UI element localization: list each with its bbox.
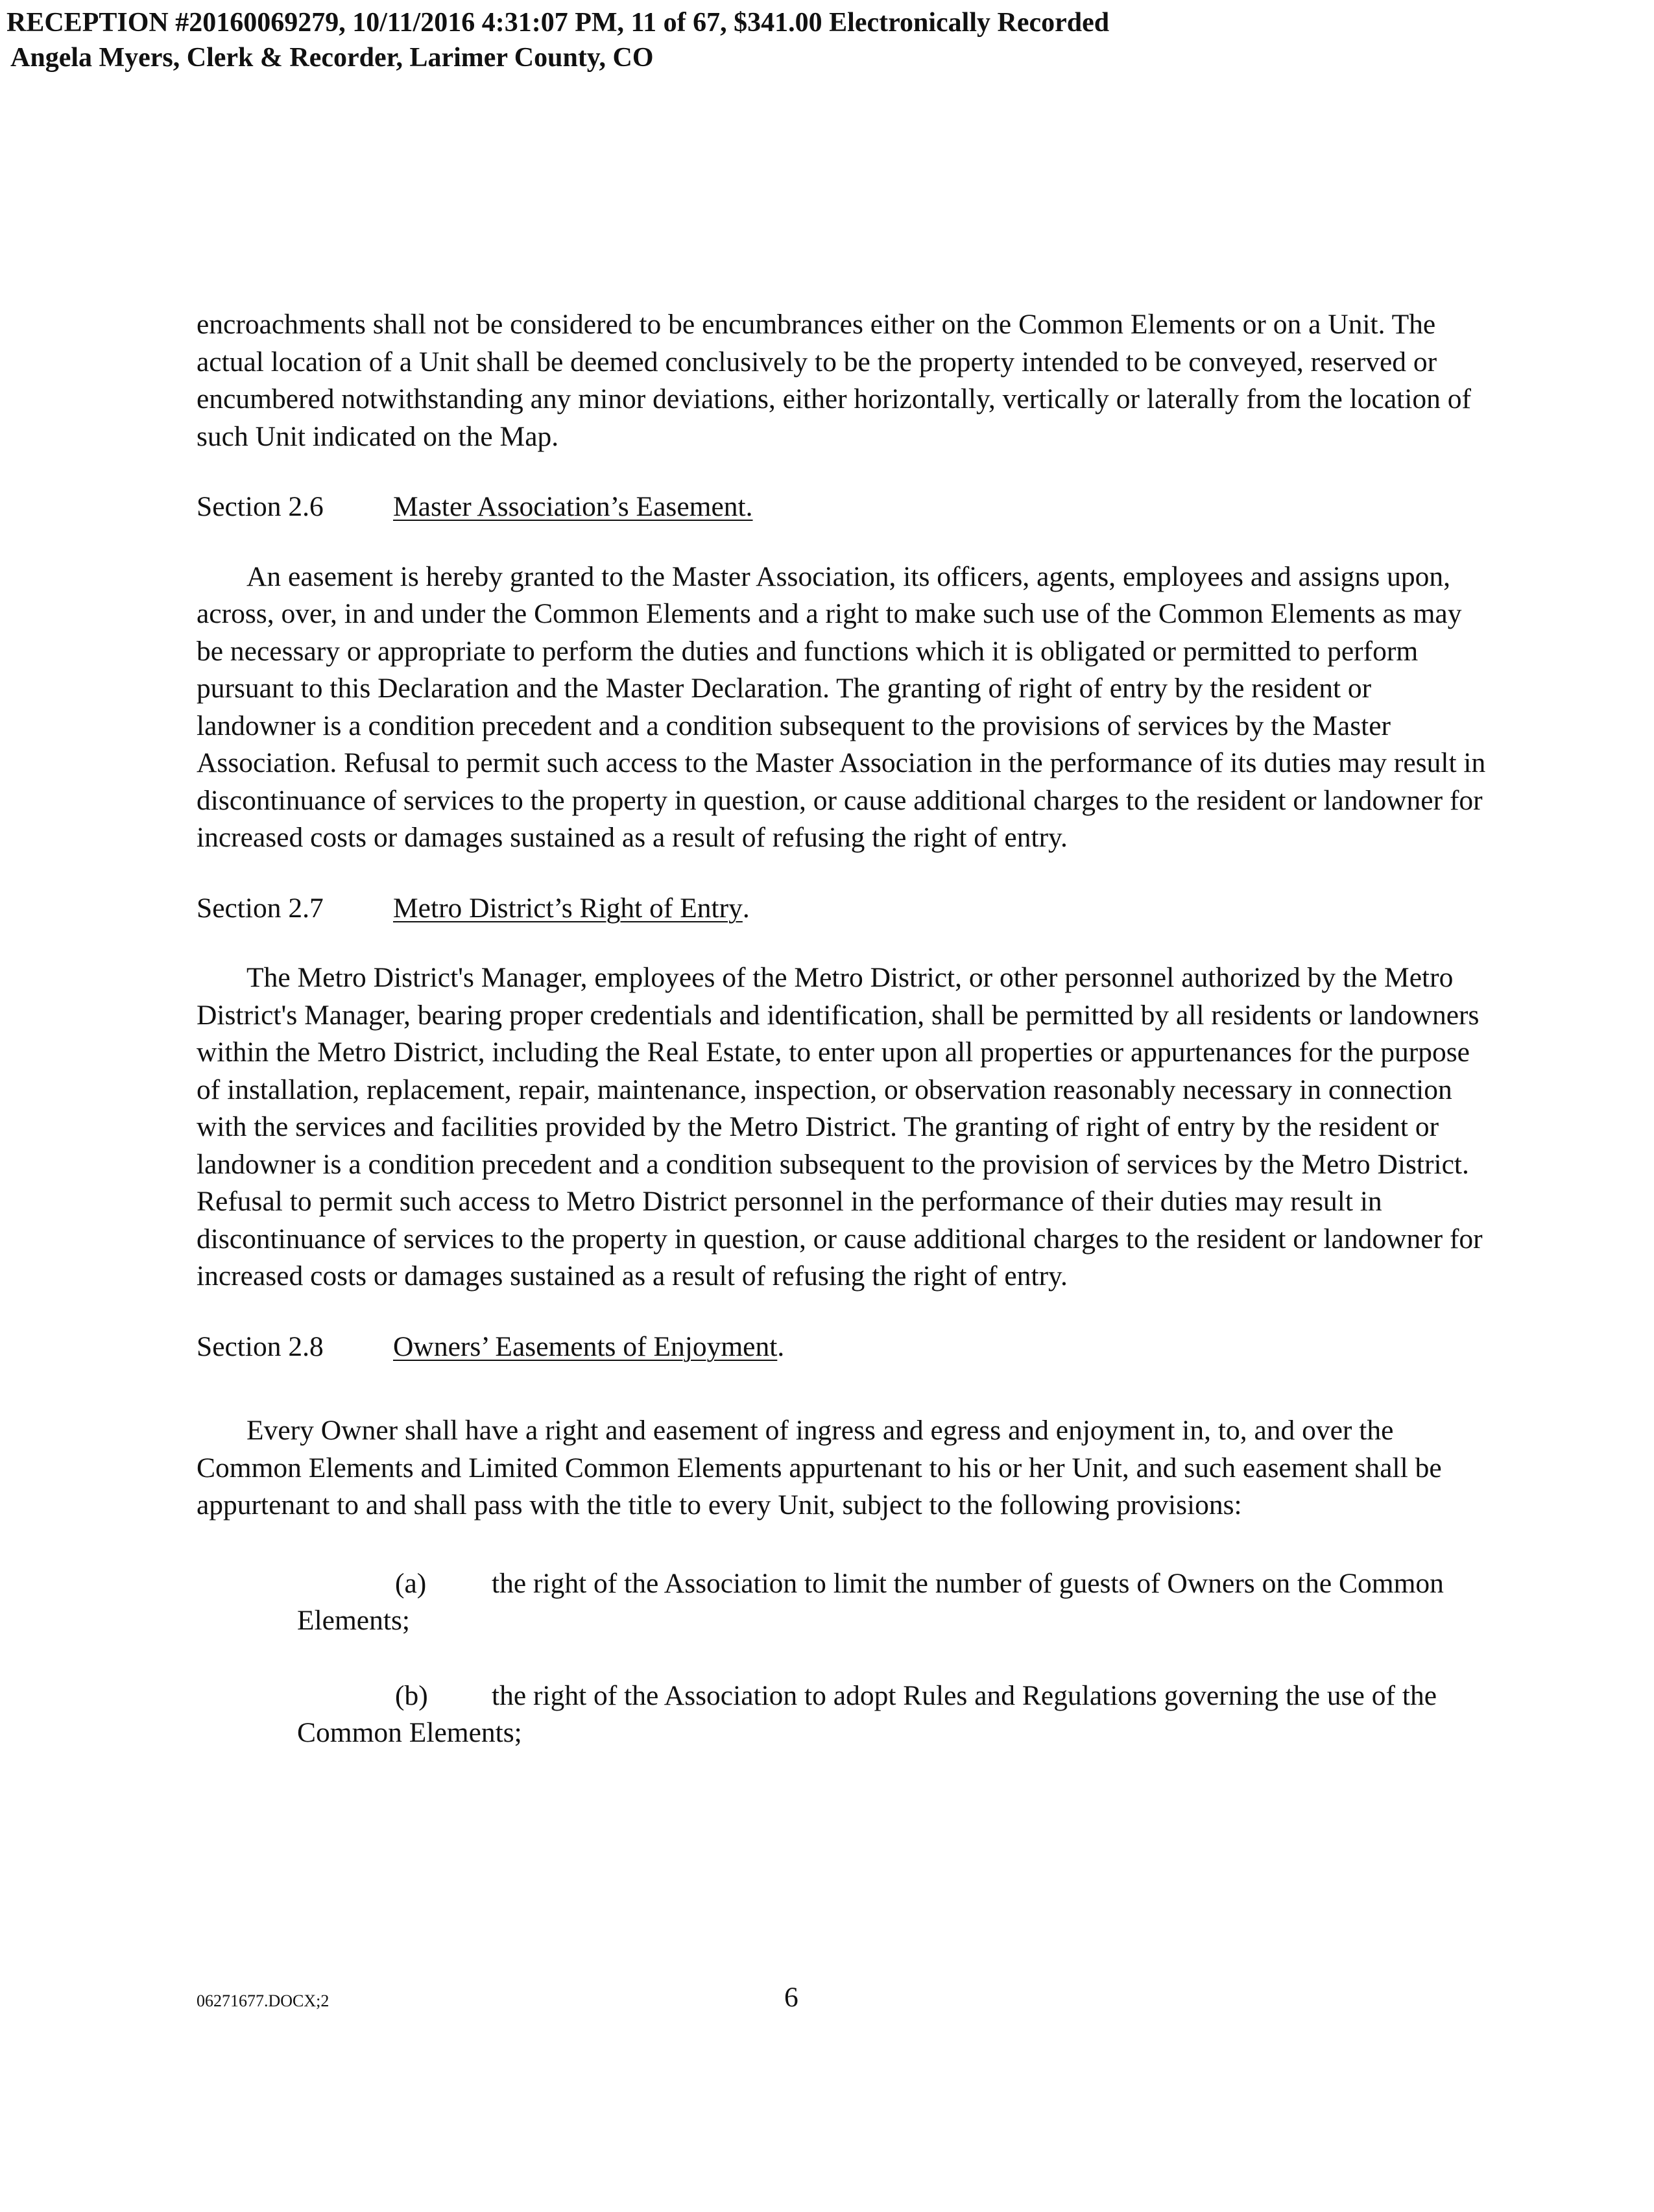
section-number: Section 2.8 [197, 1330, 324, 1362]
provision-text: the right of the Association to limit the number of guests of Owners on the Common Elements; [297, 1567, 1444, 1636]
page-footer [197, 1981, 1494, 2020]
section-paragraph-2-7: The Metro District's Manager, employees of the Metro District, or other personnel authorized by the Metro District's Manager, bearing proper credentials and identification, shall be permitted by all residents or landowners within the Metro District, including the Real Estate, to enter upon all properties or appurtenances for the purpose of installation, replacement, repair, maintenance, inspection, or observation reasonably necessary in connection with the services and facilities provided by the Metro District. The granting of right of entry by the resident or landowner is a condition precedent and a condition subsequent to the provision of services by the Metro District. Refusal to permit such access to Metro District personnel in the performance of their duties may result in discontinuance of services to the property in question, or cause additional charges to the resident or landowner for increased costs or damages sustained as a result of refusing the right of entry. [197, 962, 1483, 1292]
continuation-paragraph: encroachments shall not be considered to be encumbrances either on the Common Elements or on a Unit. The actual location of a Unit shall be deemed conclusively to be the property intended to be conveyed, reserved or encumbered notwithstanding any minor deviations, either horizontally, vertically or laterally from the location of such Unit indicated on the Map. [197, 309, 1471, 452]
section-title: Metro District’s Right of Entry [393, 892, 743, 924]
provision-item-b [297, 1677, 1494, 1752]
section-title-suffix: . [777, 1330, 785, 1362]
provision-label: (b) [395, 1679, 428, 1711]
provision-text: the right of the Association to adopt Rules and Regulations governing the use of the Common Elements; [297, 1679, 1437, 1748]
recording-stamp-line1: RECEPTION #20160069279, 10/11/2016 4:31:07 PM, 11 of 67, $341.00 Electronically Recorded [6, 8, 1110, 38]
document-body [197, 306, 1494, 1752]
recording-stamp [6, 5, 1109, 75]
section-number: Section 2.6 [197, 491, 324, 522]
section-title: Master Association’s Easement. [393, 491, 753, 522]
section-number: Section 2.7 [197, 892, 324, 924]
section-title: Owners’ Easements of Enjoyment [393, 1330, 778, 1362]
section-paragraph-2-6: An easement is hereby granted to the Master Association, its officers, agents, employees and assigns upon, across, over, in and under the Common Elements and a right to make such use of the Common Elements as may be necessary or appropriate to perform the duties and functions which it is obligated or permitted to perform pursuant to this Declaration and the Master Declaration. The granting of right of entry by the resident or landowner is a condition precedent and a condition subsequent to the provisions of services by the Master Association. Refusal to permit such access to the Master Association in the performance of its duties may result in discontinuance of services to the property in question, or cause additional charges to the resident or landowner for increased costs or damages sustained as a result of refusing the right of entry. [197, 560, 1486, 853]
section-heading-2-6 [197, 488, 1494, 526]
page-number: 6 [784, 1982, 798, 2013]
provision-item-a [297, 1565, 1494, 1640]
recording-stamp-line2: Angela Myers, Clerk & Recorder, Larimer County, CO [10, 43, 654, 73]
document-id: 06271677.DOCX;2 [197, 1991, 330, 2010]
section-heading-2-7 [197, 890, 1494, 928]
section-heading-2-8 [197, 1328, 1494, 1366]
section-paragraph-2-8: Every Owner shall have a right and easement of ingress and egress and enjoyment in, to, and over the Common Elements and Limited Common Elements appurtenant to his or her Unit, and such easement shall be appurtenant to and shall pass with the title to every Unit, subject to the following provisions: [197, 1415, 1442, 1521]
provision-label: (a) [395, 1567, 427, 1599]
section-title-suffix: . [742, 892, 750, 924]
